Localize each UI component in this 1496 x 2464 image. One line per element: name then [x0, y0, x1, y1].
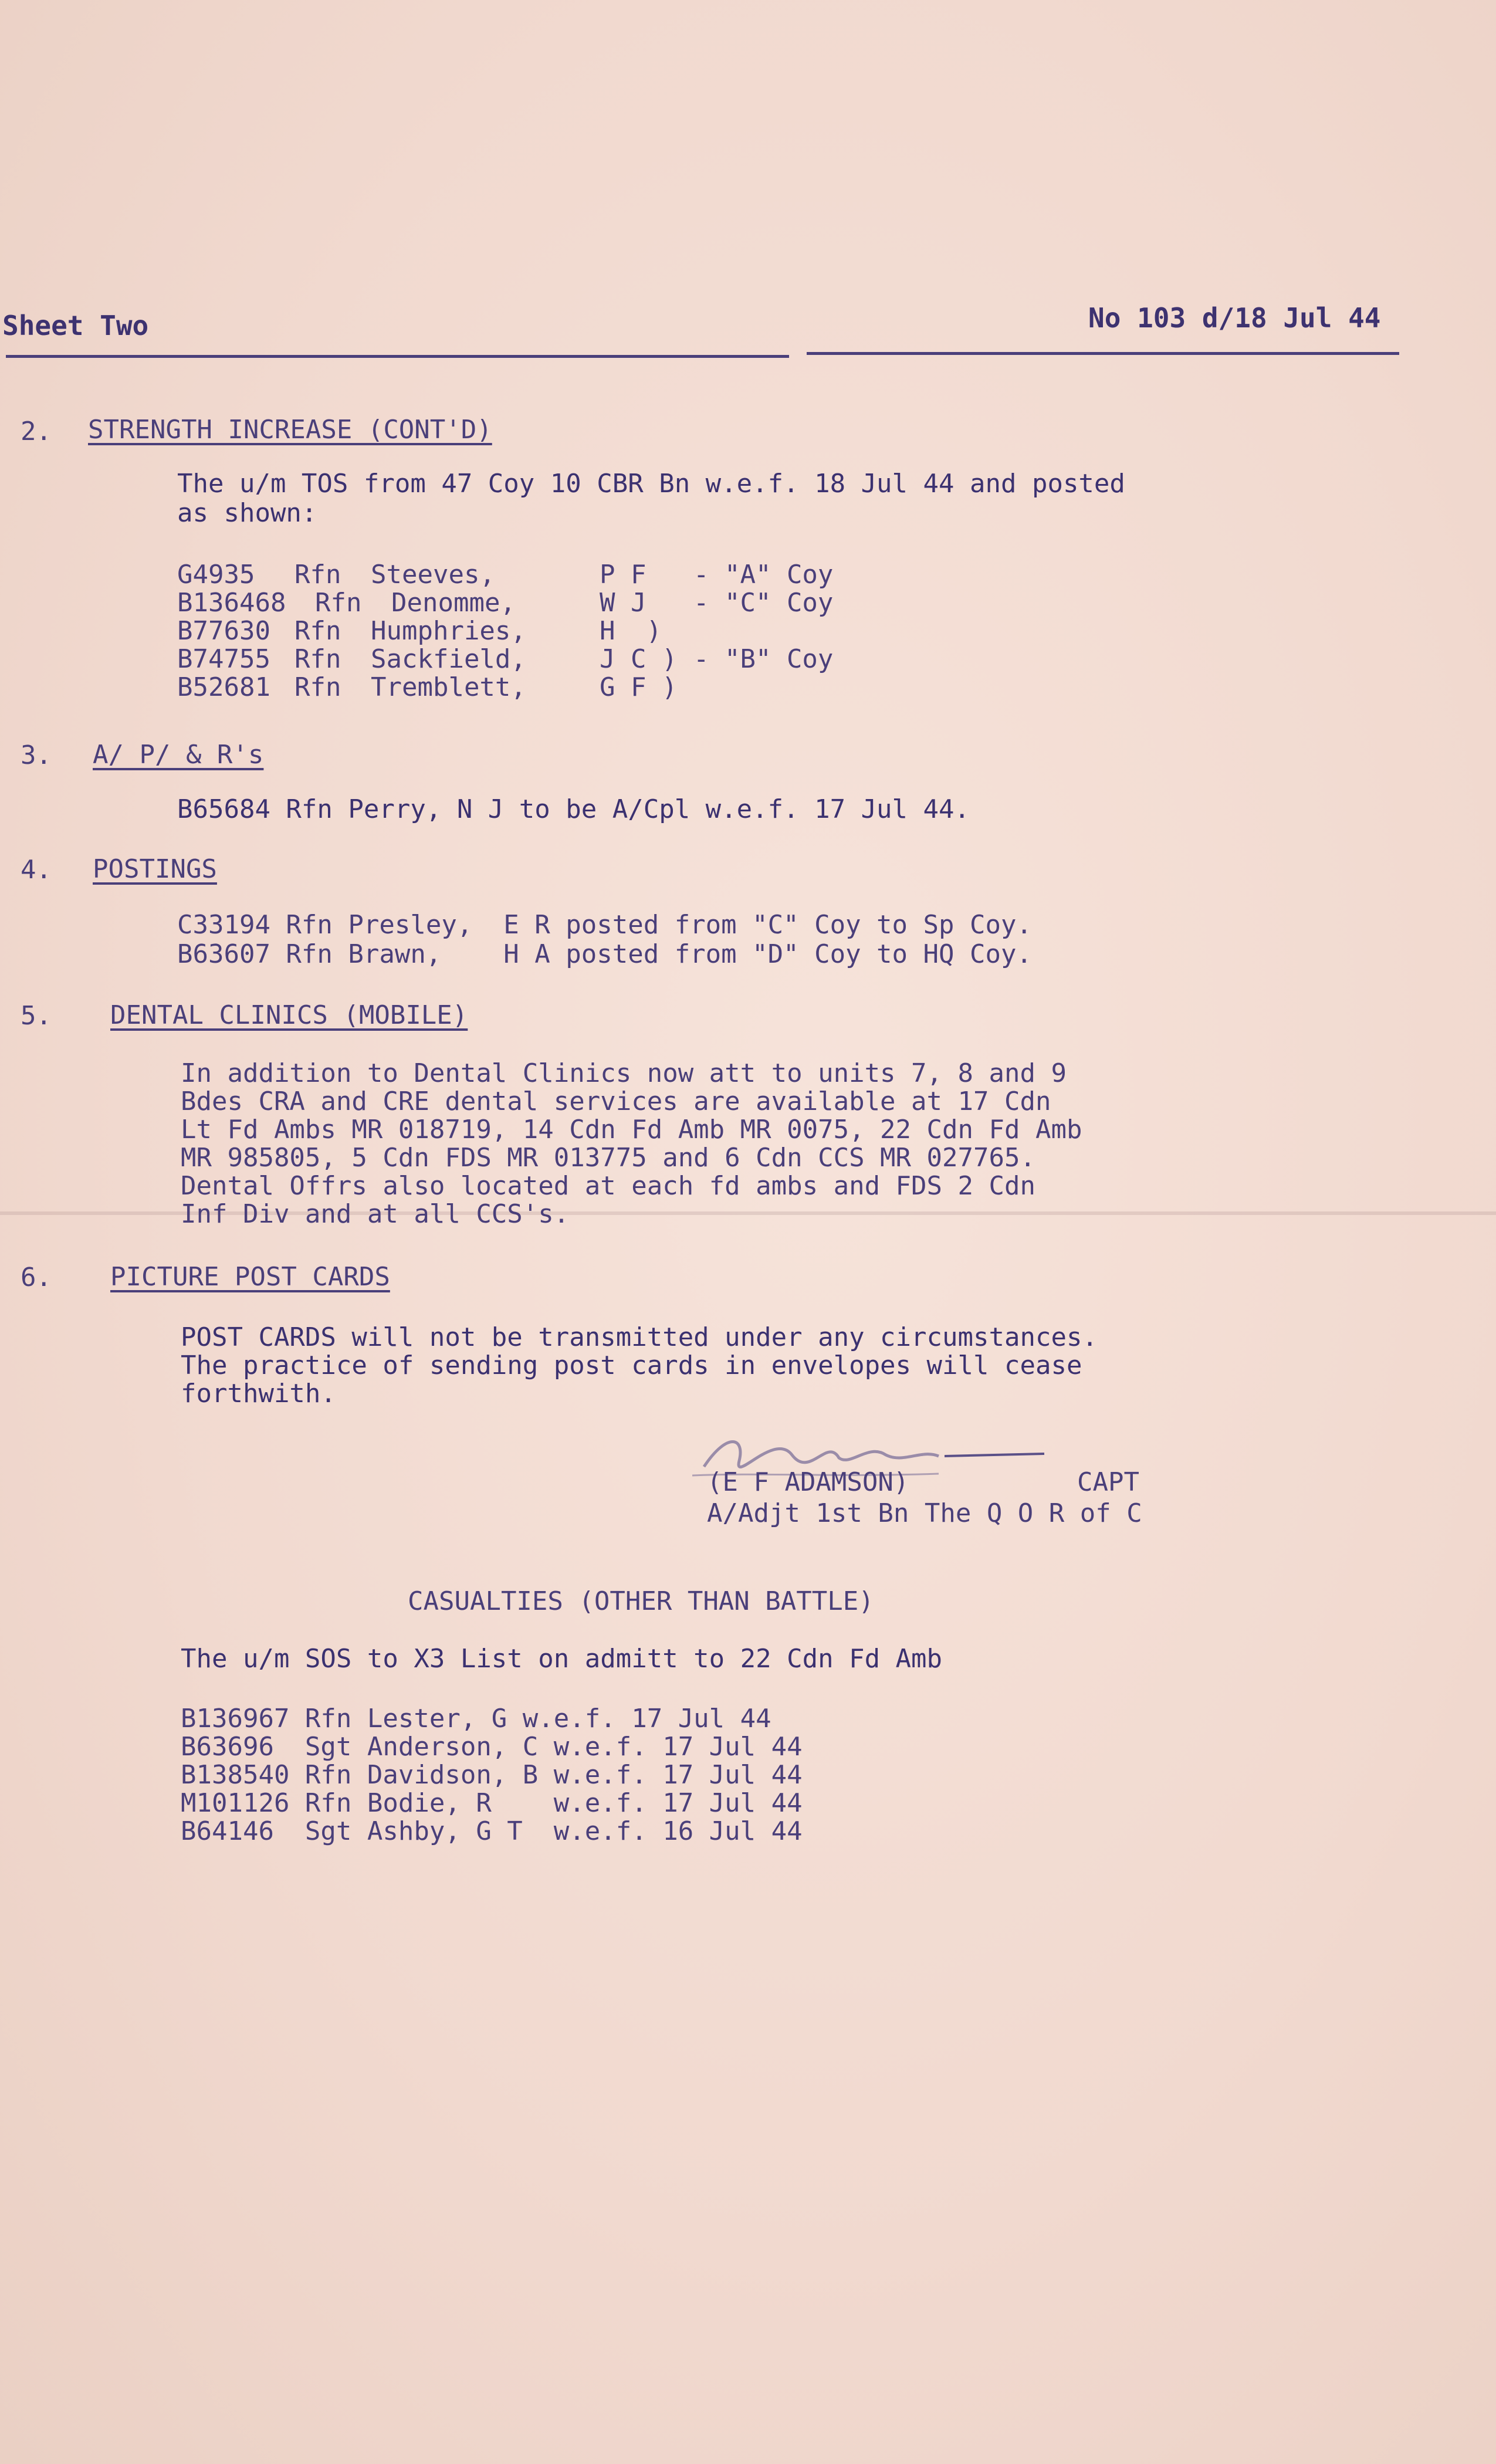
paragraph-line: In addition to Dental Clinics now att to units 7, 8 and 9 — [181, 1058, 1067, 1088]
service-number: G4935 — [177, 560, 255, 590]
section-title: PICTURE POST CARDS — [110, 1262, 390, 1292]
signatory-appointment: A/Adjt 1st Bn The Q O R of C — [707, 1498, 1142, 1528]
initials: J C ) — [600, 644, 678, 674]
header-rule-right — [807, 352, 1399, 355]
surname: Sackfield, — [371, 644, 526, 674]
rank: Rfn — [295, 644, 341, 674]
casualty-row: B64146 Sgt Ashby, G T w.e.f. 16 Jul 44 — [181, 1816, 803, 1846]
casualties-title: CASUALTIES (OTHER THAN BATTLE) — [408, 1586, 874, 1616]
casualty-row: B138540 Rfn Davidson, B w.e.f. 17 Jul 44 — [181, 1760, 803, 1790]
service-number: B77630 — [177, 616, 270, 646]
initials: W J — [600, 588, 647, 618]
section-title: POSTINGS — [93, 854, 217, 884]
section-number: 6. — [21, 1263, 52, 1292]
service-number: B136468 — [177, 588, 286, 618]
casualty-row: M101126 Rfn Bodie, R w.e.f. 17 Jul 44 — [181, 1788, 803, 1818]
casualty-row: B63696 Sgt Anderson, C w.e.f. 17 Jul 44 — [181, 1732, 803, 1762]
paragraph-line: forthwith. — [181, 1379, 336, 1409]
initials: G F ) — [600, 672, 678, 702]
service-number: B74755 — [177, 644, 270, 674]
paragraph-line: Lt Fd Ambs MR 018719, 14 Cdn Fd Amb MR 0075, 22 Cdn Fd Amb — [181, 1115, 1082, 1145]
paragraph-line: B65684 Rfn Perry, N J to be A/Cpl w.e.f. 17 Jul 44. — [177, 794, 970, 824]
order-number: No 103 d/18 Jul 44 — [1088, 302, 1381, 334]
surname: Denomme, — [391, 588, 516, 618]
section-title: A/ P/ & R's — [93, 740, 264, 770]
section-number: 2. — [21, 417, 52, 446]
section-title: DENTAL CLINICS (MOBILE) — [110, 1000, 468, 1030]
initials: P F — [600, 560, 647, 590]
section-number: 4. — [21, 855, 52, 885]
signatory-name: (E F ADAMSON) — [707, 1467, 909, 1497]
rank: Rfn — [295, 560, 341, 590]
header-rule-left — [6, 355, 789, 358]
paragraph-line: as shown: — [177, 498, 317, 528]
rank: Rfn — [295, 616, 341, 646]
sheet-label: Sheet Two — [2, 310, 149, 341]
paragraph-line: The u/m TOS from 47 Coy 10 CBR Bn w.e.f. 18 Jul 44 and posted — [177, 469, 1125, 499]
rank: Rfn — [315, 588, 362, 618]
surname: Steeves, — [371, 560, 495, 590]
posting: - "A" Coy — [693, 560, 834, 590]
surname: Humphries, — [371, 616, 526, 646]
section-number: 3. — [21, 740, 52, 770]
surname: Tremblett, — [371, 672, 526, 702]
paragraph-line: Bdes CRA and CRE dental services are available at 17 Cdn — [181, 1087, 1051, 1116]
paragraph-line: MR 985805, 5 Cdn FDS MR 013775 and 6 Cdn CCS MR 027765. — [181, 1143, 1035, 1173]
paragraph-line: POST CARDS will not be transmitted under any circumstances. — [181, 1322, 1098, 1352]
initials: H ) — [600, 616, 662, 646]
paragraph-line: C33194 Rfn Presley, E R posted from "C" Coy to Sp Coy. — [177, 910, 1032, 940]
paragraph-line: Dental Offrs also located at each fd ambs and FDS 2 Cdn — [181, 1171, 1035, 1201]
section-number: 5. — [21, 1001, 52, 1031]
service-number: B52681 — [177, 672, 270, 702]
paragraph-line: The u/m SOS to X3 List on admitt to 22 Cdn Fd Amb — [181, 1644, 943, 1674]
posting: - "B" Coy — [693, 644, 834, 674]
paragraph-line: Inf Div and at all CCS's. — [181, 1199, 570, 1229]
paragraph-line: B63607 Rfn Brawn, H A posted from "D" Coy to HQ Coy. — [177, 939, 1032, 969]
posting: - "C" Coy — [693, 588, 834, 618]
rank: Rfn — [295, 672, 341, 702]
section-title: STRENGTH INCREASE (CONT'D) — [88, 415, 492, 445]
signatory-rank: CAPT — [1077, 1467, 1139, 1497]
casualty-row: B136967 Rfn Lester, G w.e.f. 17 Jul 44 — [181, 1704, 771, 1734]
paragraph-line: The practice of sending post cards in envelopes will cease — [181, 1351, 1082, 1380]
